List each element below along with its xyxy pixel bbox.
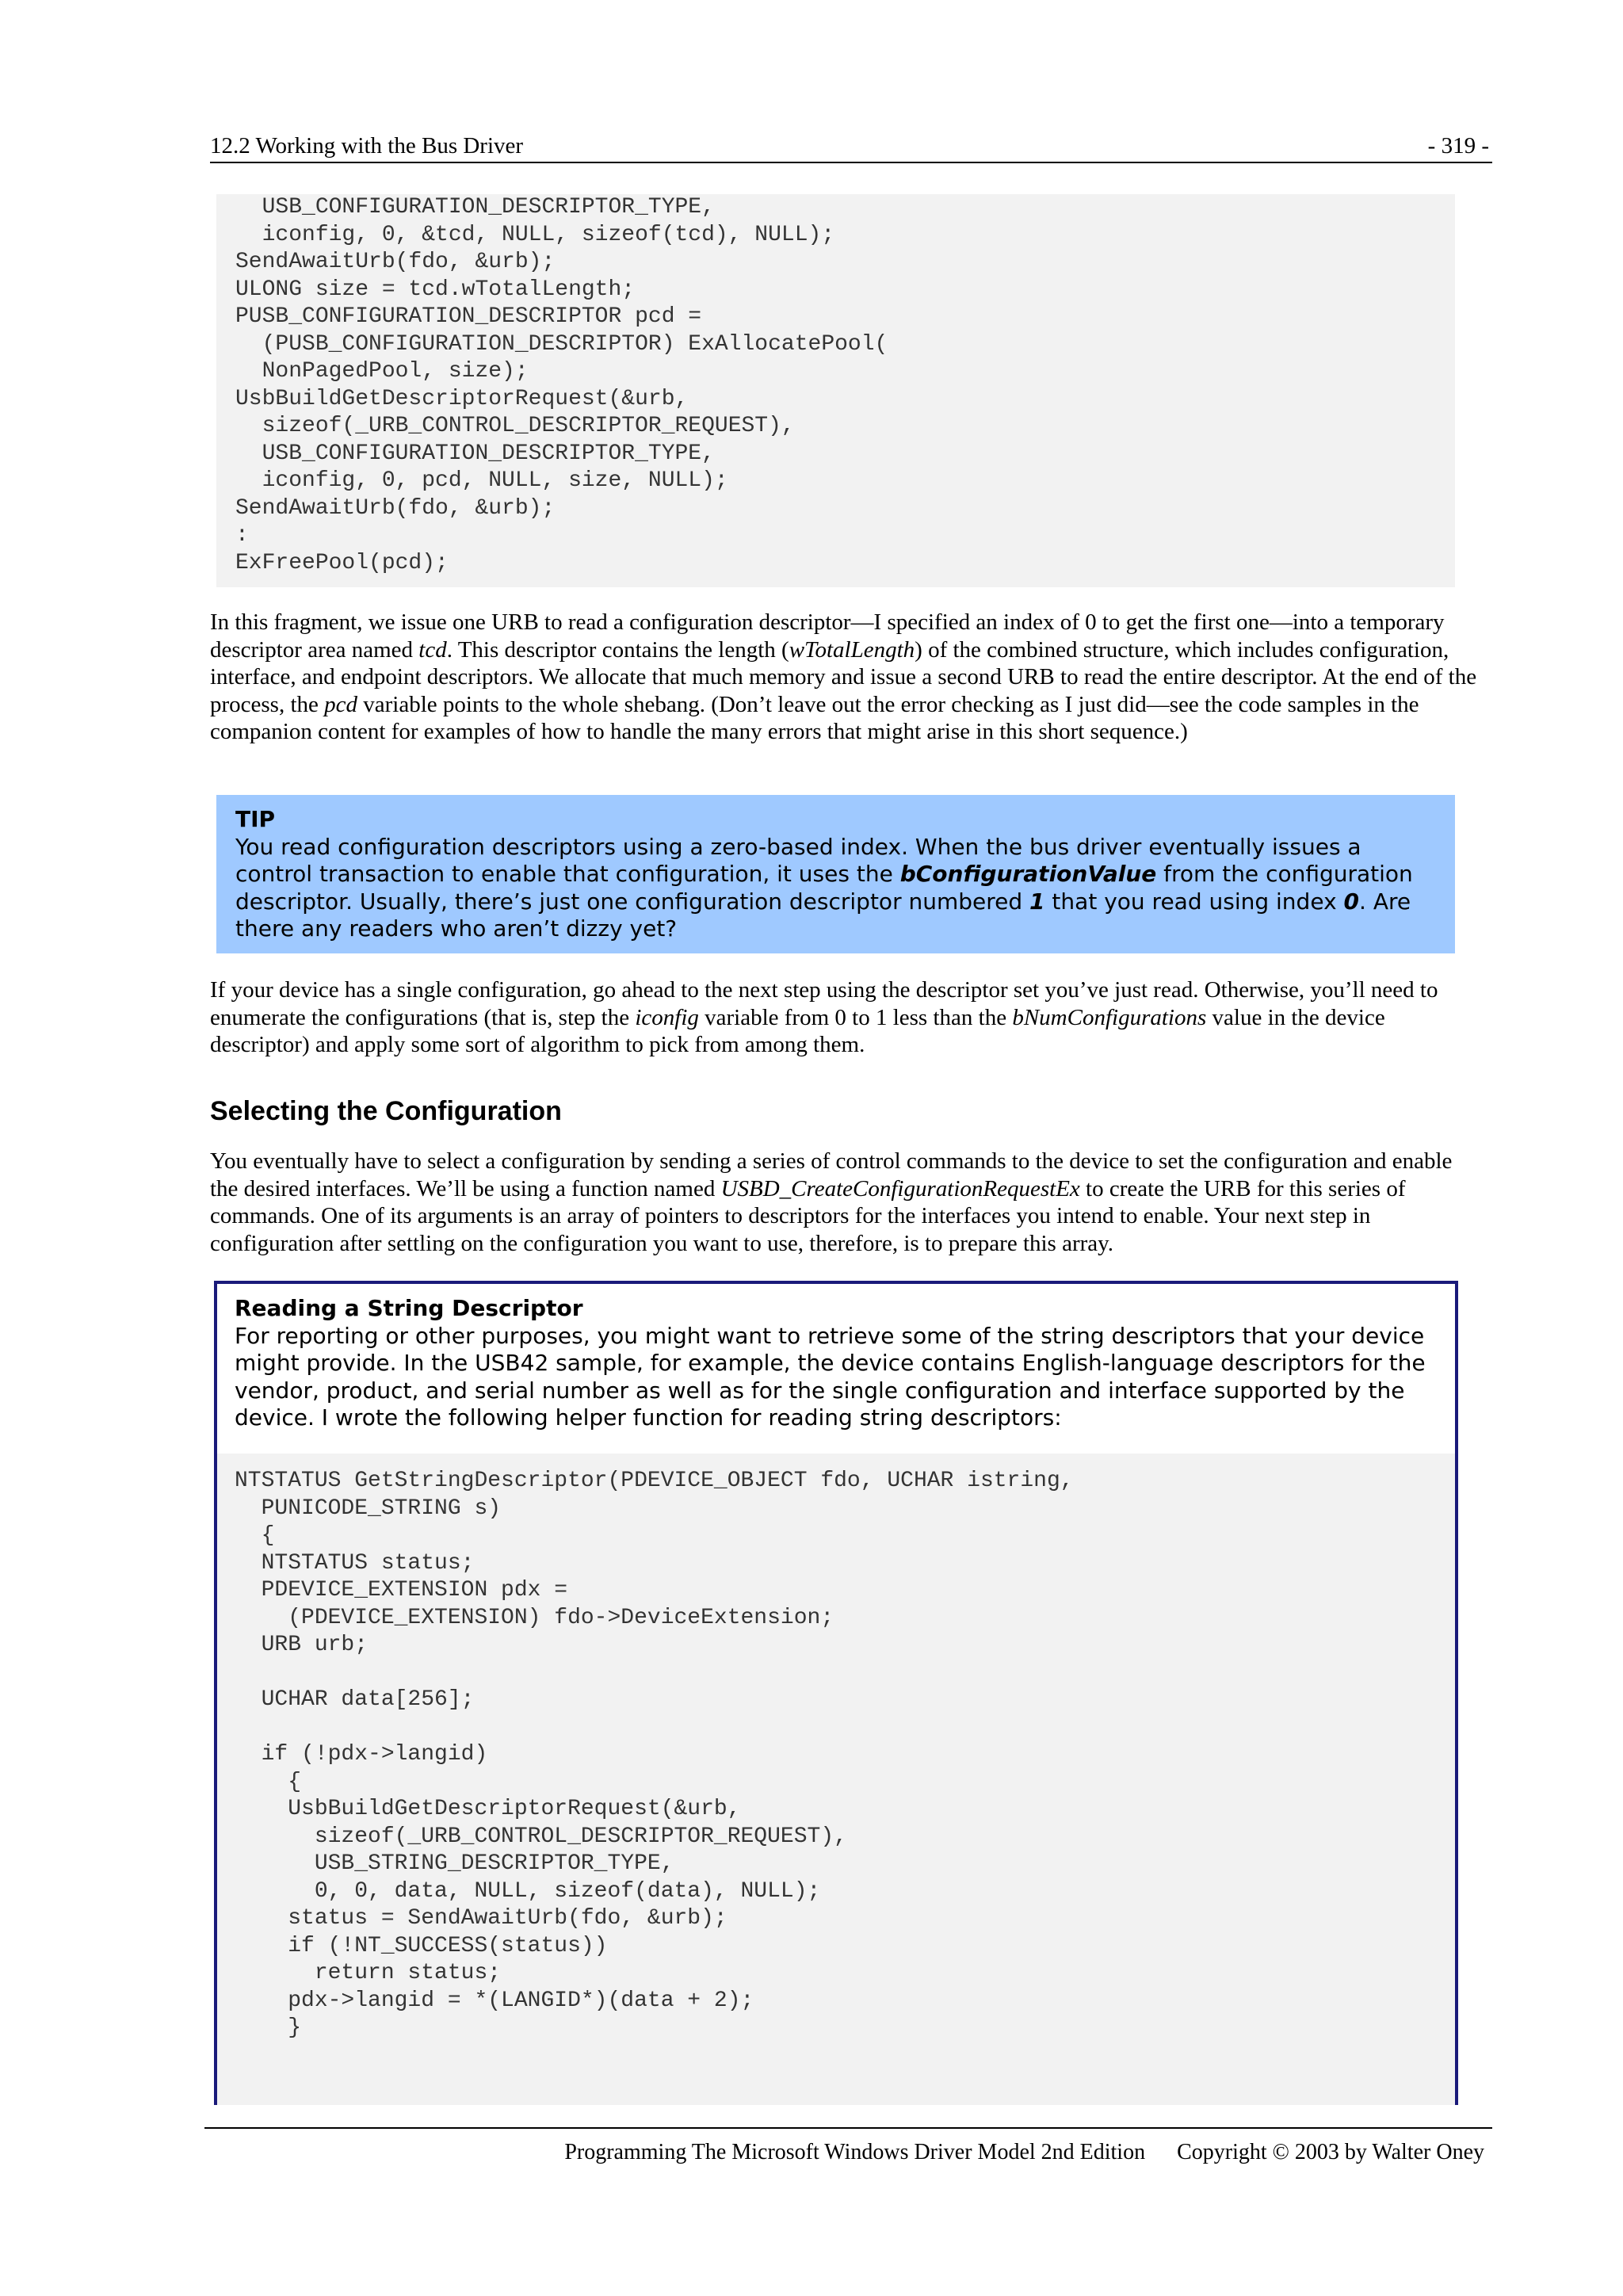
footer-copyright: Copyright © 2003 by Walter Oney	[1177, 2140, 1484, 2164]
footer-divider	[204, 2127, 1492, 2129]
code-line: UsbBuildGetDescriptorRequest(&urb,	[235, 386, 689, 411]
code-line: (PUSB_CONFIGURATION_DESCRIPTOR) ExAllocatePool(	[262, 331, 888, 357]
code-line: status = SendAwaitUrb(fdo, &urb);	[288, 1906, 727, 1931]
code-line: (PDEVICE_EXTENSION) fdo->DeviceExtension;	[288, 1605, 834, 1630]
code-line: URB urb;	[261, 1633, 369, 1657]
paragraph-selecting-configuration: You eventually have to select a configuration by sending a series of control commands to the device to set the configuration and enable the desired interfaces. We’ll be using a function named USBD_CreateConfigurationRequestEx to create the URB for this series of commands. One of its arguments is an array of pointers to descriptors for the interfaces you intend to enable. Your next step in configuration after settling on the configuration you want to use, therefore, is to prepare this array.	[210, 1148, 1453, 1256]
code-line: {	[288, 1769, 302, 1794]
sidebar-string-descriptor	[214, 1281, 1458, 2105]
code-line: SendAwaitUrb(fdo, &urb);	[235, 495, 556, 521]
code-line: }	[235, 2015, 302, 2040]
code-line: ULONG size = tcd.wTotalLength;	[235, 277, 636, 302]
paragraph-single-configuration: If your device has a single configuration, go ahead to the next step using the descriptor set you’ve just read. Otherwise, you’ll need to enumerate the configurations (that is, step the iconfig variable from 0 to 1 less than the bNumConfigurations value in the device descriptor) and apply some sort of algorithm to pick from among them.	[210, 977, 1438, 1057]
page-header	[210, 130, 1492, 163]
tip-box	[216, 795, 1455, 953]
code-line: PUSB_CONFIGURATION_DESCRIPTOR pcd =	[235, 304, 702, 329]
code-line: USB_CONFIGURATION_DESCRIPTOR_TYPE,	[262, 441, 715, 466]
code-line: NTSTATUS GetStringDescriptor(PDEVICE_OBJECT fdo, UCHAR istring,	[235, 1469, 1074, 1493]
code-line: pdx->langid = *(LANGID*)(data + 2);	[288, 1988, 754, 2013]
code-line: NonPagedPool, size);	[262, 359, 529, 384]
section-title: 12.2 Working with the Bus Driver	[210, 133, 524, 159]
code-line: sizeof(_URB_CONTROL_DESCRIPTOR_REQUEST),	[262, 414, 795, 438]
page-number: - 319 -	[1427, 133, 1489, 159]
code-line: USB_STRING_DESCRIPTOR_TYPE,	[314, 1851, 674, 1876]
code-line: USB_CONFIGURATION_DESCRIPTOR_TYPE,	[262, 195, 715, 220]
code-listing	[235, 1468, 1074, 2042]
code-line: if (!NT_SUCCESS(status))	[288, 1933, 608, 1958]
code-line: UsbBuildGetDescriptorRequest(&urb,	[288, 1797, 741, 1821]
code-listing	[235, 194, 888, 577]
sidebar-code-block	[217, 1454, 1455, 2105]
tip-body: You read configuration descriptors using a zero-based index. When the bus driver eventually issues a control transaction to enable that configuration, it uses the bConfigurationValue from the configuration descriptor. Usually, there’s just one configuration descriptor numbered 1 that you read using index 0. Are there any readers who aren’t dizzy yet?	[235, 833, 1413, 942]
code-line: UCHAR data[256];	[261, 1687, 475, 1712]
code-line: PUNICODE_STRING s)	[261, 1496, 502, 1521]
page-footer	[564, 2140, 1484, 2165]
sidebar-body: For reporting or other purposes, you might want to retrieve some of the string descriptors that your device might provide. In the USB42 sample, for example, the device contains English-language descriptors for the vendor, product, and serial number as well as for the single configuration and interface supported by the device. I wrote the following helper function for reading string descriptors:	[235, 1322, 1426, 1431]
code-line: if (!pdx->langid)	[261, 1742, 488, 1767]
code-line: iconfig, 0, pcd, NULL, size, NULL);	[262, 468, 728, 493]
code-line: :	[235, 523, 249, 548]
tip-title: TIP	[235, 806, 276, 832]
code-line: ExFreePool(pcd);	[235, 550, 449, 575]
code-line: PDEVICE_EXTENSION pdx =	[261, 1578, 568, 1603]
code-line: sizeof(_URB_CONTROL_DESCRIPTOR_REQUEST),	[314, 1824, 847, 1849]
paragraph-fragment-explanation: In this fragment, we issue one URB to read a configuration descriptor—I specified an index of 0 to get the first one—into a temporary descriptor area named tcd. This descriptor contains the length (wTotalLength) of the combined structure, which includes configuration, interface, and endpoint descriptors. We allocate that much memory and issue a second URB to read the entire descriptor. At the end of the process, the pcd variable points to the whole shebang. (Don’t leave out the error checking as I just did—see the code samples in the companion content for examples of how to handle the many errors that might arise in this short sequence.)	[210, 609, 1477, 744]
code-line: {	[261, 1523, 275, 1548]
code-block-configuration	[216, 194, 1455, 587]
sidebar-title: Reading a String Descriptor	[235, 1295, 583, 1321]
code-line: iconfig, 0, &tcd, NULL, sizeof(tcd), NULL);	[262, 222, 835, 247]
code-line: return status;	[314, 1961, 502, 1985]
section-heading: Selecting the Configuration	[210, 1096, 562, 1126]
footer-book-title: Programming The Microsoft Windows Driver Model 2nd Edition	[564, 2140, 1146, 2164]
code-line: NTSTATUS status;	[261, 1550, 475, 1576]
code-line: SendAwaitUrb(fdo, &urb);	[235, 250, 556, 274]
code-line: 0, 0, data, NULL, sizeof(data), NULL);	[314, 1878, 821, 1904]
